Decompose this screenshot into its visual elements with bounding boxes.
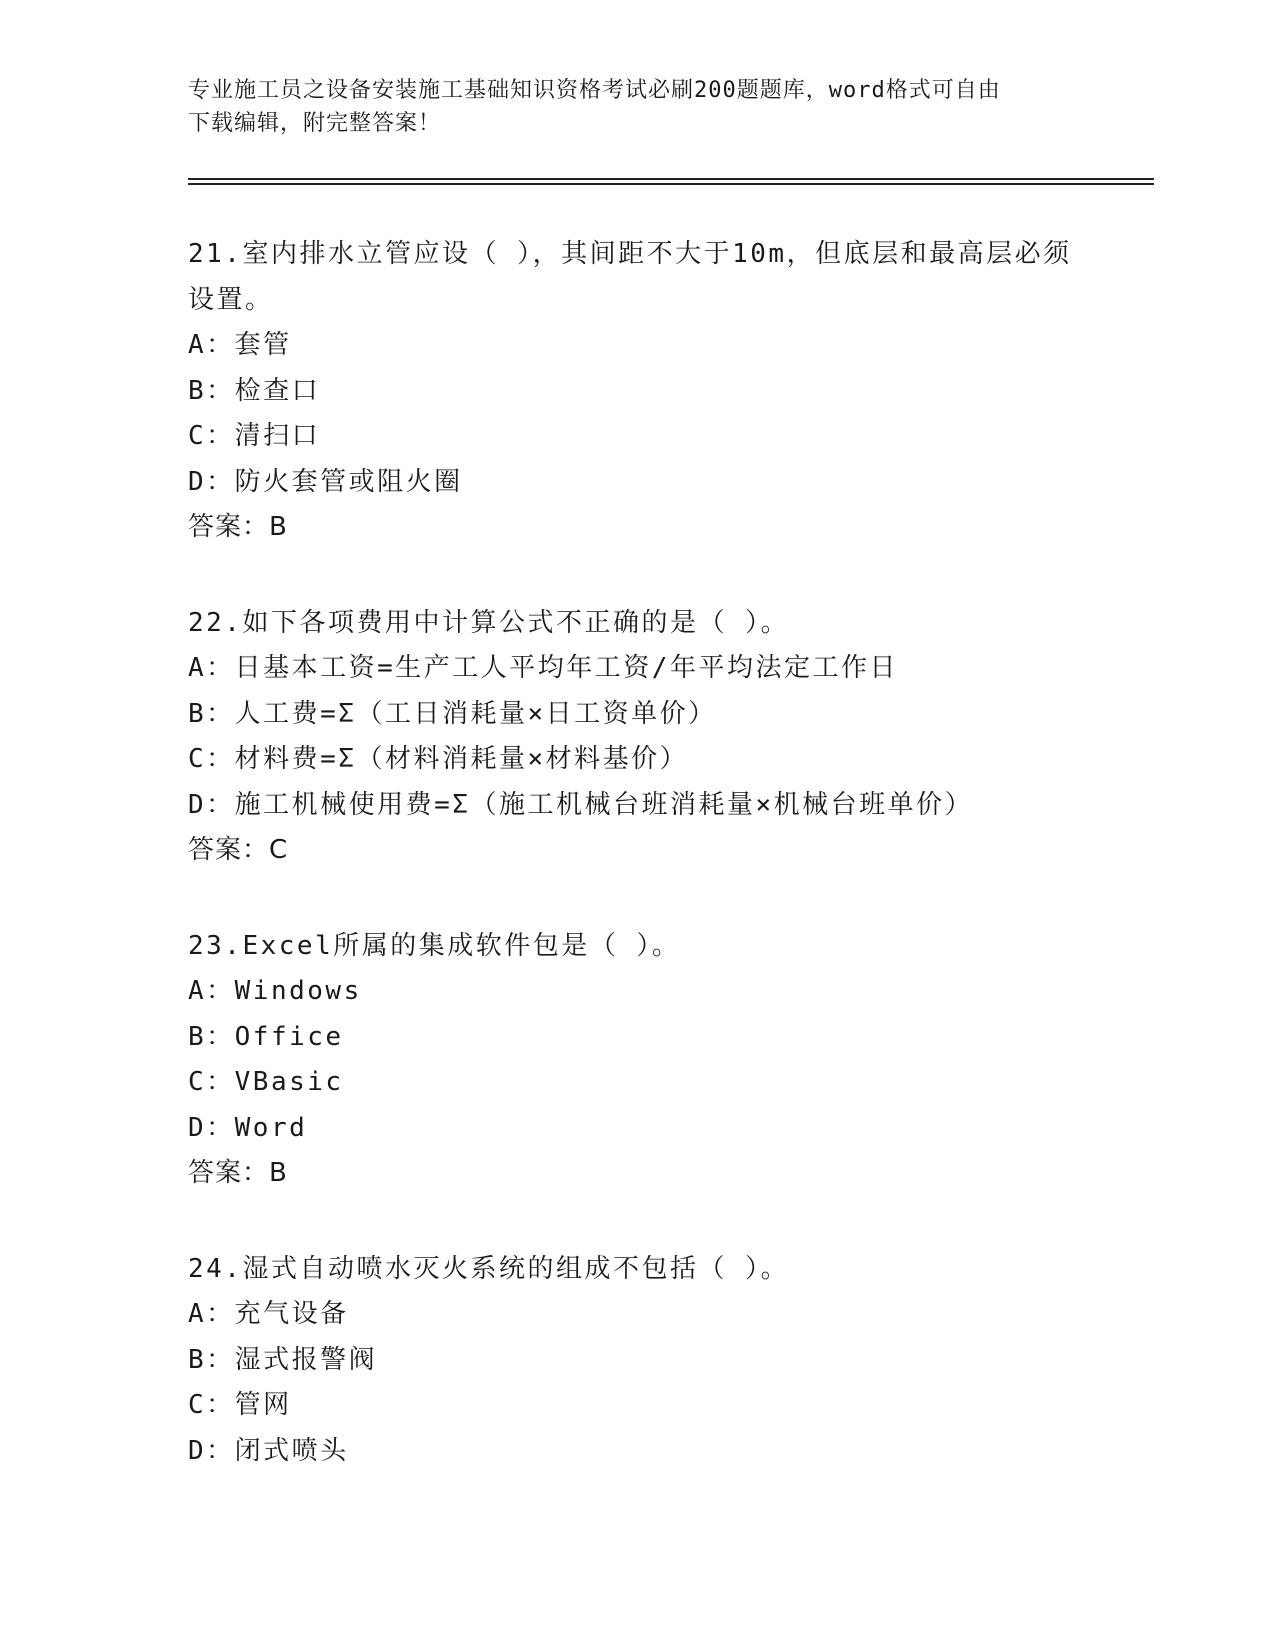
question-21 bbox=[188, 232, 1088, 551]
option-a: A：套管 bbox=[188, 330, 292, 360]
question-stem-line-2: 设置。 bbox=[188, 284, 274, 315]
option-b: B：Office bbox=[188, 1021, 344, 1052]
option-c: C：清扫口 bbox=[188, 421, 321, 451]
option-b: B：湿式报警阀 bbox=[188, 1344, 378, 1375]
option-b: B：检查口 bbox=[188, 375, 321, 406]
question-stem: 22.如下各项费用中计算公式不正确的是（ ）。 bbox=[188, 607, 790, 638]
header-divider-bottom bbox=[188, 183, 1154, 185]
answer-label: 答案：C bbox=[188, 835, 289, 865]
option-a: A：日基本工资=生产工人平均年工资/年平均法定工作日 bbox=[188, 653, 898, 683]
document-header bbox=[188, 74, 1068, 140]
question-stem-line-1: 21.室内排水立管应设（ ），其间距不大于10m，但底层和最高层必须 bbox=[188, 239, 1072, 269]
answer-label: 答案：B bbox=[188, 512, 288, 542]
header-divider-top bbox=[188, 178, 1154, 180]
header-line-1: 专业施工员之设备安装施工基础知识资格考试必刷200题题库，word格式可自由 bbox=[188, 78, 1001, 103]
question-23 bbox=[188, 924, 1088, 1197]
question-stem: 24.湿式自动喷水灭火系统的组成不包括（ ）。 bbox=[188, 1253, 790, 1284]
header-line-2: 下载编辑，附完整答案！ bbox=[188, 111, 442, 136]
option-a: A：Windows bbox=[188, 976, 362, 1006]
question-stem: 23.Excel所属的集成软件包是（ ）。 bbox=[188, 930, 681, 961]
option-d: D：防火套管或阻火圈 bbox=[188, 466, 463, 497]
option-c: C：VBasic bbox=[188, 1067, 344, 1097]
question-24 bbox=[188, 1247, 1088, 1475]
option-c: C：材料费=Σ（材料消耗量×材料基价） bbox=[188, 744, 689, 774]
option-d: D：施工机械使用费=Σ（施工机械台班消耗量×机械台班单价） bbox=[188, 789, 974, 820]
question-list bbox=[188, 232, 1088, 1524]
option-a: A：充气设备 bbox=[188, 1299, 349, 1329]
option-d: D：Word bbox=[188, 1112, 308, 1143]
option-d: D：闭式喷头 bbox=[188, 1435, 349, 1466]
answer-label: 答案：B bbox=[188, 1158, 288, 1188]
question-stem bbox=[188, 232, 1088, 323]
option-b: B：人工费=Σ（工日消耗量×日工资单价） bbox=[188, 698, 717, 729]
question-22 bbox=[188, 601, 1088, 874]
option-c: C：管网 bbox=[188, 1390, 292, 1420]
